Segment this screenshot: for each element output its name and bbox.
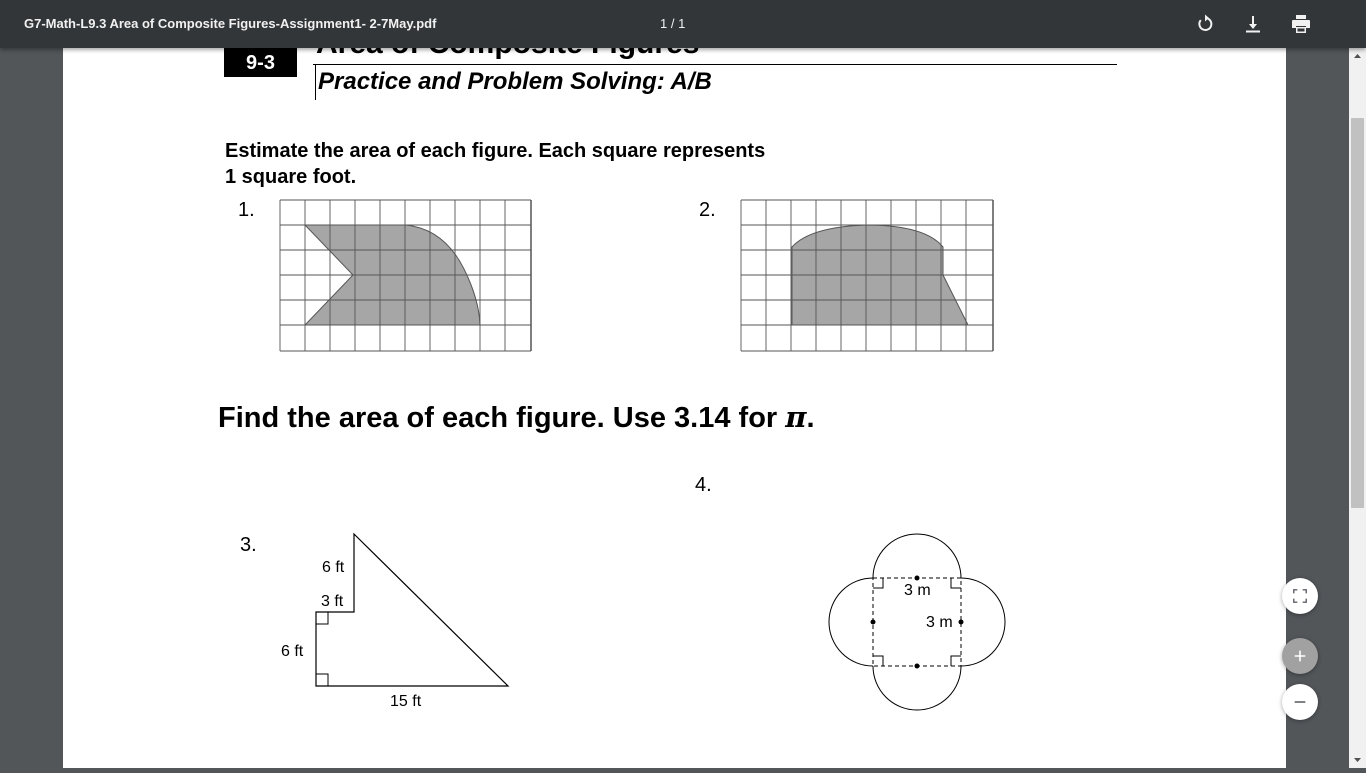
scroll-up-button[interactable] bbox=[1349, 48, 1366, 65]
rotate-icon bbox=[1193, 12, 1217, 36]
scrollbar-thumb[interactable] bbox=[1351, 118, 1364, 508]
label-base-width: 15 ft bbox=[390, 693, 422, 710]
instruction-find-area-end: . bbox=[806, 402, 815, 434]
download-icon bbox=[1241, 12, 1265, 36]
figure-4-square-semicircles bbox=[820, 528, 1015, 718]
instruction-line-2: 1 square foot. bbox=[225, 166, 357, 188]
fit-to-page-icon bbox=[1292, 588, 1308, 604]
problem-3-number: 3. bbox=[240, 534, 257, 556]
label-square-height: 3 m bbox=[926, 614, 953, 631]
problem-2-number: 2. bbox=[699, 199, 716, 221]
file-name: G7-Math-L9.3 Area of Composite Figures-Assignment1- 2-7May.pdf bbox=[24, 16, 437, 31]
subtitle: Practice and Problem Solving: A/B bbox=[318, 68, 712, 95]
figure-3-composite bbox=[270, 526, 520, 716]
title-rule bbox=[313, 64, 1117, 65]
download-button[interactable] bbox=[1241, 12, 1265, 36]
instruction-line-1: Estimate the area of each figure. Each square represents bbox=[225, 140, 766, 162]
label-top-height: 6 ft bbox=[322, 559, 345, 576]
label-left-height: 6 ft bbox=[281, 643, 304, 660]
fit-to-page-button[interactable] bbox=[1282, 578, 1318, 614]
rotate-button[interactable] bbox=[1193, 12, 1217, 36]
instruction-estimate bbox=[225, 138, 865, 190]
print-button[interactable] bbox=[1289, 12, 1313, 36]
figure-1-grid bbox=[279, 199, 534, 354]
instruction-find-area bbox=[218, 400, 815, 435]
zoom-out-button[interactable] bbox=[1282, 684, 1318, 720]
page-indicator: 1 / 1 bbox=[660, 16, 686, 31]
zoom-in-button[interactable] bbox=[1282, 638, 1318, 674]
subtitle-rule bbox=[315, 65, 316, 100]
problem-4-number: 4. bbox=[695, 474, 712, 496]
scroll-up-icon bbox=[1349, 48, 1366, 65]
pdf-toolbar bbox=[0, 0, 1366, 48]
lesson-number-badge: 9-3 bbox=[224, 48, 297, 77]
figure-2-grid bbox=[740, 199, 996, 354]
scroll-down-icon bbox=[1349, 751, 1366, 768]
label-step-width: 3 ft bbox=[321, 593, 344, 610]
print-icon bbox=[1289, 12, 1313, 36]
zoom-out-icon bbox=[1292, 694, 1308, 710]
instruction-find-area-text: Find the area of each figure. Use 3.14 for bbox=[218, 402, 786, 434]
zoom-in-icon bbox=[1292, 648, 1308, 664]
pdf-page bbox=[63, 0, 1286, 768]
scroll-down-button[interactable] bbox=[1349, 751, 1366, 768]
pi-symbol: π bbox=[785, 400, 807, 434]
problem-1-number: 1. bbox=[238, 199, 255, 221]
vertical-scrollbar[interactable] bbox=[1349, 48, 1366, 768]
label-square-width: 3 m bbox=[904, 582, 931, 599]
